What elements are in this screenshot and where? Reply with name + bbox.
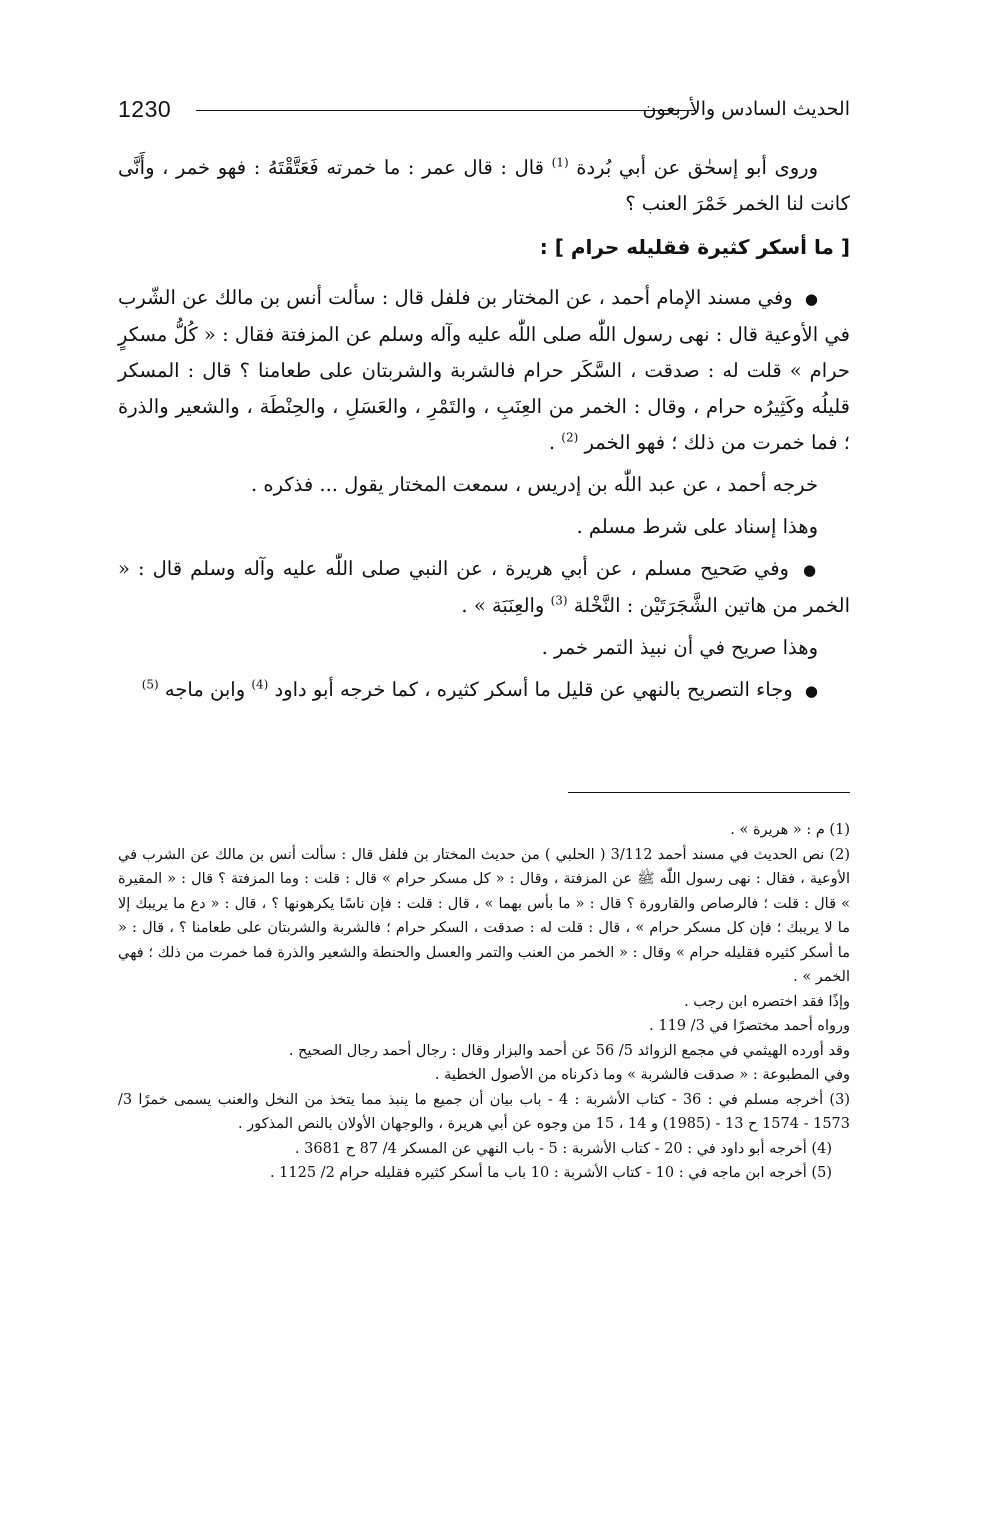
paragraph-musnad-ahmad: ● وفي مسند الإمام أحمد ، عن المختار بن فلفل قال : سألت أنس بن مالك عن الشّرب في الأوعية قال : نهى رسول اللّٰه صلى اللّٰه عليه وآله وسلم عن المزفتة فقال : « كُلُّ مسكرٍ حرام » قلت له : صدقت ، السَّكَر حرام فالشربة والشربتان على طعامنا ؟ قال : المسكر قليلُه وكَثِيرُه حرام ، وقال : الخمر من العِنَبِ ، والتَمْرِ ، والعَسَلِ ، والحِنْطَة ، والشعير والذرة ؛ فما خمرت من ذلك ؛ فهو الخمر $^{(2)}$ . <box>118 286 850 454</box>
paragraph-sarih: وهذا صريح في أن نبيذ التمر خمر . <box>541 636 818 659</box>
footnote-2-note-b: ورواه أحمد مختصرًا في 3/ 119 . <box>649 1018 850 1034</box>
page-header <box>118 92 850 128</box>
footnote-ref-3: (3) <box>550 593 568 608</box>
footnote-ref-5: (5) <box>141 677 159 692</box>
footnotes <box>118 818 850 1186</box>
footnote-separator <box>568 792 850 793</box>
paragraph-takhrij: خرجه أحمد ، عن عبد اللّٰه بن إدريس ، سمعت المختار يقول ... فذكره . <box>250 473 818 496</box>
chapter-title: الحديث السادس والأربعون <box>642 98 850 120</box>
paragraph-sahih-muslim: ● وفي صَحيح مسلم ، عن أبي هريرة ، عن النبي صلى اللّٰه عليه وآله وسلم قال : « الخمر من هاتين الشَّجَرَتَيْن : النَّخْلة $^{(3)}$ والعِنَبَة » . <box>118 557 850 617</box>
footnote-4: (4) أخرجه أبو داود في : 20 - كتاب الأشربة : 5 - باب النهي عن المسكر 4/ 87 ح 3681 . <box>294 1140 832 1157</box>
footnote-2-note-a: وإذًا فقد اختصره ابن رجب . <box>684 993 850 1010</box>
paragraph-tasrih: ● وجاء التصريح بالنهي عن قليل ما أسكر كثيره ، كما خرجه أبو داود $^{(4)}$ وابن ماجه $^{(5)}$ <box>141 677 818 701</box>
footnote-2-note-d: وفي المطبوعة : « صدقت فالشربة » وما ذكرناه من الأصول الخطية . <box>434 1067 850 1083</box>
footnote-ref-4: (4) <box>251 677 269 692</box>
section-heading: [ ما أسكر كثيرة فقليله حرام ] : <box>539 235 850 259</box>
footnote-2: (2) نص الحديث في مسند أحمد 3/112 ( الحلبي ) من حديث المختار بن فلفل قال : سألت أنس بن مالك عن الشرب في الأوعية ، فقال : نهى رسول اللّٰه ﷺ عن المزفتة ، وقال : « كل مسكر حرام » قال : قلت : وما المزفتة ؟ قال : « المقيرة » قال : قلت ؛ فالرصاص والقارورة ؟ قال : « ما بأس بهما » ، قال : قلت : فإن ناسًا يكرهونها ؟ ، قال : « دع ما يريبك إلا ما لا يريبك ؛ فإن كل مسكر حرام » ، قال : قلت له : صدقت ، السكر حرام ؛ فالشربة والشربتان على طعامنا ؟ ، قال : « ما أسكر كثيره فقليله حرام » وقال : « الخمر من العنب والتمر والعسل والحنطة والشعير والذرة فما خمرت من ذلك ؛ فهي الخمر » . <box>118 846 850 985</box>
footnote-1: (1) م : « هريرة » . <box>730 822 850 838</box>
footnote-ref-1: (1) <box>551 155 569 170</box>
bullet-icon: ● <box>804 682 818 700</box>
bullet-icon: ● <box>804 290 819 308</box>
footnote-ref-2: (2) <box>561 430 579 445</box>
footnote-5: (5) أخرجه ابن ماجه في : 10 - كتاب الأشربة : 10 باب ما أسكر كثيره فقليله حرام 2/ 1125 . <box>269 1165 832 1181</box>
paragraph-isnad: وهذا إسناد على شرط مسلم . <box>576 515 818 538</box>
page-number: 1230 <box>118 96 172 122</box>
main-text <box>118 150 850 715</box>
header-rule <box>196 110 696 111</box>
footnote-2-note-c: وقد أورده الهيثمي في مجمع الزوائد 5/ 56 عن أحمد والبزار وقال : رجال أحمد رجال الصحيح . <box>288 1042 850 1059</box>
bullet-icon: ● <box>803 561 819 579</box>
footnote-3: (3) أخرجه مسلم في : 36 - كتاب الأشربة : 4 - باب بيان أن جميع ما ينبذ مما يتخذ من النخل والعنب يسمى خمرًا 3/ 1573 - 1574 ح 13 - (1985) و 14 ، 15 من وجوه عن أبي هريرة ، والوجهان الأولان بالنص المذكور . <box>118 1091 850 1132</box>
paragraph-abu-ishaq: وروى أبو إسحٰق عن أبي بُردة $^{(1)}$ قال : قال عمر : ما خمرته فَعَتَّقْتَهُ : فهو خمر ، وأَنَّى كانت لنا الخمر خَمْرَ العنب ؟ <box>118 155 850 215</box>
